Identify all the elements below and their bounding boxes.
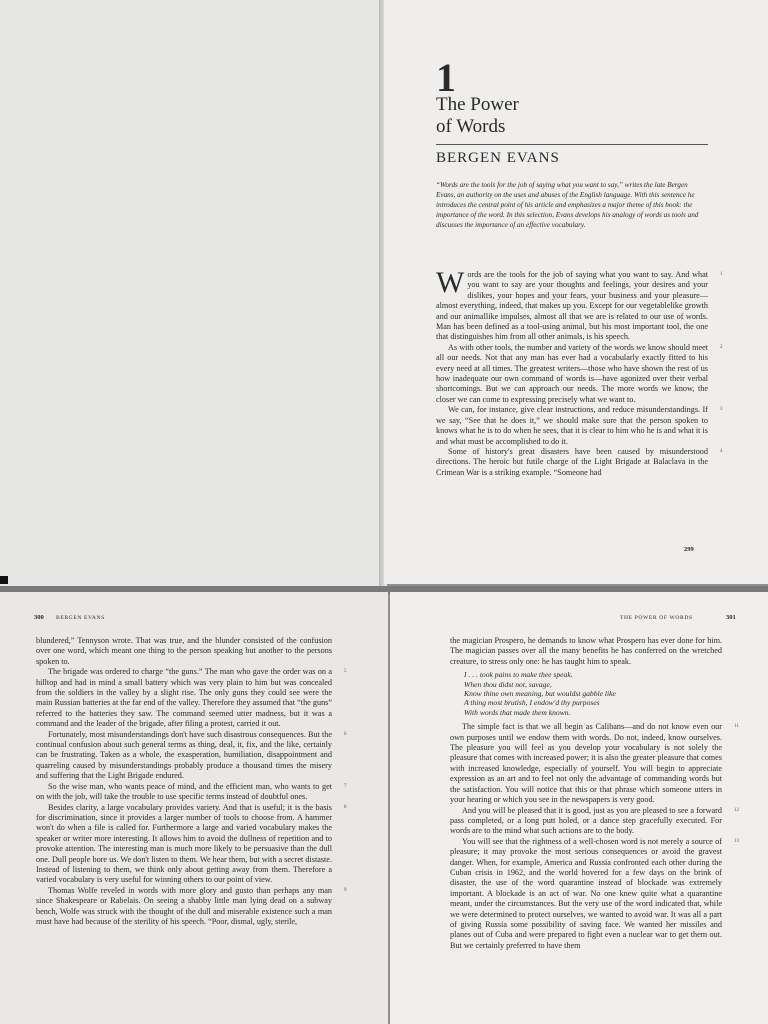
paragraph-3-text: We can, for instance, give clear instructions, and reduce misunderstandings. If we say, “See that he does it,” we should make sure that the person spoken to knows what he is to do when he sees, that it is clear to him who he is and what it is and what must be accomplished to do it. <box>436 405 708 446</box>
paragraph-8-text: Besides clarity, a large vocabulary provides variety. And that is useful; it is the basis for discrimination, since it provides a larger number of tools to choose from. A hammer won't do when a file is called for. Furthermore a large and varied vocabulary makes the speaker or writer more interesting. It allows him to avoid the dullness of repetition and to provoke attention. The interesting man is much more likely to be persuasive than the dull one. Dull people bore us. We don't listen to them. We hear them, but with a secret distaste. Instead of listening to them, we think only about getting away from them. Therefore a varied vocabulary is very useful for winning others to our point of view. <box>36 802 332 885</box>
paragraph-5 <box>36 667 347 729</box>
page-299 <box>384 0 768 584</box>
chapter-author: BERGEN EVANS <box>436 150 560 166</box>
chapter-number: 1 <box>436 55 456 100</box>
paragraph-number-3: 3 <box>720 407 723 413</box>
paragraph-9 <box>36 885 347 928</box>
paragraph-number-1: 1 <box>720 272 723 277</box>
paragraph-number-11: 11 <box>734 724 739 730</box>
paragraph-9-text: Thomas Wolfe reveled in words with more glory and gusto than perhaps any man since Shakespeare or Rabelais. On seeing a shabby little man lying dead on a subway bench, Wolfe was struck with the thought of the dull and miserable existence such a man must have had because of the sterility of his speech. “Poor, dismal, ugly, sterile, <box>36 885 332 926</box>
paragraph-3 <box>436 405 723 447</box>
paragraph-8 <box>36 802 347 886</box>
paragraph-number-13: 13 <box>734 838 739 844</box>
chapter-title-line-1: The Power <box>436 94 519 115</box>
title-rule <box>436 144 708 145</box>
paragraph-number-2: 2 <box>720 344 723 350</box>
blank-left-page <box>0 0 382 588</box>
page-number-301: 301 <box>726 614 736 621</box>
paragraph-13 <box>450 836 739 951</box>
paragraph-1-text: ords are the tools for the job of saying what you want to say. And what you want to say are your thoughts and feelings, your desires and your dislikes, your hopes and your fears, your business and your pleasure—almost everything, indeed, that makes up you. Except for our vegetablelike growth and our animallike impulses, almost all that we are is related to our use of words. Man has been defined as a tool-using animal, but his most important tool, the one that distinguishes him from all other animals, is his speech. <box>436 270 708 342</box>
paragraph-4-text: Some of history's great disasters have been caused by misunderstood directions. The heroic but futile charge of the Light Brigade at Balaclava in the Crimean War is a striking example. “Someone had <box>436 446 708 477</box>
chapter-intro: “Words are the tools for the job of saying what you want to say,” writes the late Bergen Evans, an authority on the uses and abuses of the English language. With this sentence he introduces the central point of his article and emphasizes a major theme of this book: the importance of the word. In this selection, Evans develops his analogy of words as tools and discusses the importance of an effective vocabulary. <box>436 181 699 229</box>
page-300-body <box>36 636 347 927</box>
paragraph-number-5: 5 <box>344 669 347 675</box>
drop-cap: W <box>436 266 465 299</box>
paragraph-12 <box>450 805 739 837</box>
paragraph-continued-301 <box>450 636 722 667</box>
paragraph-continued <box>36 636 332 667</box>
chapter-title <box>436 94 519 138</box>
page-301-body <box>450 636 739 951</box>
verse-line: When thou didst not, savage, <box>464 679 552 689</box>
paragraph-2 <box>436 342 723 405</box>
paragraph-13-text: You will see that the rightness of a well-chosen word is not merely a source of pleasure; it may provoke the most serious consequences or avoid the gravest danger. When, for example, America and Russia confronted each other during the Cuban crisis in 1962, and the world hovered for a few days on the brink of disaster, the use of the word quarantine instead of blockade was extremely important. A blockade is an act of war. No one knew quite what a quarantine meant, under the circumstances. But the very use of the word indicated that, while we were determined to protect ourselves, we wanted to avoid war. It was all a part of giving Russia some possibility of saving face. We wanted her missiles and planes out of Cuba and were prepared to fight even a nuclear war to get them out. But we certainly preferred to have them <box>450 836 722 950</box>
paragraph-number-6: 6 <box>344 731 347 737</box>
verse-line: Know thine own meaning, but wouldst gabble like <box>464 689 616 699</box>
scan-mark <box>0 576 8 584</box>
paragraph-12-text: And you will be pleased that it is good, just as you are pleased to see a forward pass completed, or a long putt holed, or a dance step gracefully executed. For words are to the mind what such actions are to the body. <box>450 805 722 836</box>
paragraph-1 <box>436 266 723 343</box>
paragraph-continued-text: blundered,” Tennyson wrote. That was true, and the blunder consisted of the confusion over one word, which meant one thing to the person speaking but another to the persons spoken to. <box>36 636 332 666</box>
chapter-title-line-2: of Words <box>436 116 506 137</box>
paragraph-4 <box>436 446 723 478</box>
paragraph-continued-301-text: the magician Prospero, he demands to know what Prospero has ever done for him. The magician passes over all the many benefits he has conferred on the wretched creature, to stress only one: he has taught him to speak. <box>450 636 722 666</box>
quoted-verse <box>464 670 722 717</box>
paragraph-5-text: The brigade was ordered to charge “the guns.” The man who gave the order was on a hilltop and had in mind a small battery which was very plain to him but was concealed from the soldiers in the valley by a slight rise. The only guns they could see were the main Russian batteries at the far end of the valley. Therefore they assumed that “the guns” referred to the batteries they saw. The command seemed utter madness, but it was a command and the leader of the brigade, after filing a protest, carried it out. <box>36 667 332 729</box>
paragraph-11-text: The simple fact is that we all begin as Calibans—and do not know even our own purposes until we endow them with words. Do not, indeed, know ourselves. The pleasure you will feel as you develop your vocabulary is not solely the pleasure that comes with increased power; it is also the greater pleasure that comes with increased knowledge, especially of yourself. You will begin to appreciate expression as an art and to feel not only the advantage of commanding words but the satisfaction. You will notice that this or that phrase which someone utters in your hearing or which you see in the newspapers is very good. <box>450 722 722 805</box>
paragraph-7-text: So the wise man, who wants peace of mind, and the efficient man, who wants to get on with the job, will take the trouble to use specific terms instead of doubtful ones. <box>36 781 332 802</box>
running-head-right: THE POWER OF WORDS <box>620 615 693 621</box>
running-head-left: BERGEN EVANS <box>56 615 105 621</box>
verse-line: I . . . took pains to make thee speak. <box>464 670 573 680</box>
verse-line: With words that made them known. <box>464 707 571 717</box>
paragraph-11 <box>450 722 739 805</box>
paragraph-2-text: As with other tools, the number and variety of the words we know should meet all our needs. Not that any man has ever had a vocabularly exactly fitted to his every need at all times. The greatest writers—those who have shown the rest of us how inadequate our own command of words is—have agonized over their verbal shortcomings. But we can approach our needs. The more words we know, the closer we can come to expressing precisely what we want to. <box>436 342 708 404</box>
paragraph-number-8: 8 <box>344 804 347 810</box>
paragraph-number-12: 12 <box>734 807 739 813</box>
paragraph-7 <box>36 781 347 803</box>
paragraph-6 <box>36 729 347 782</box>
paragraph-6-text: Fortunately, most misunderstandings don't have such disastrous consequences. But the continual confusion about such general terms as thing, deal, it, fix, and the like, certainly can be frustrating. Taken as a whole, the exasperation, humiliation, disappointment and quarreling caused by misunderstandings probably produce a thousand times the misery and suffering that the Light Brigade endured. <box>36 729 332 781</box>
page-number-299: 299 <box>684 546 694 553</box>
paragraph-number-4: 4 <box>720 448 723 454</box>
page-299-body <box>436 266 723 478</box>
paragraph-number-7: 7 <box>344 783 347 789</box>
page-300 <box>0 592 388 1024</box>
page-number-300: 300 <box>34 614 44 621</box>
verse-line: A thing most brutish, I endow'd thy purposes <box>464 698 600 708</box>
page-301 <box>390 592 768 1024</box>
paragraph-number-9: 9 <box>344 887 347 893</box>
